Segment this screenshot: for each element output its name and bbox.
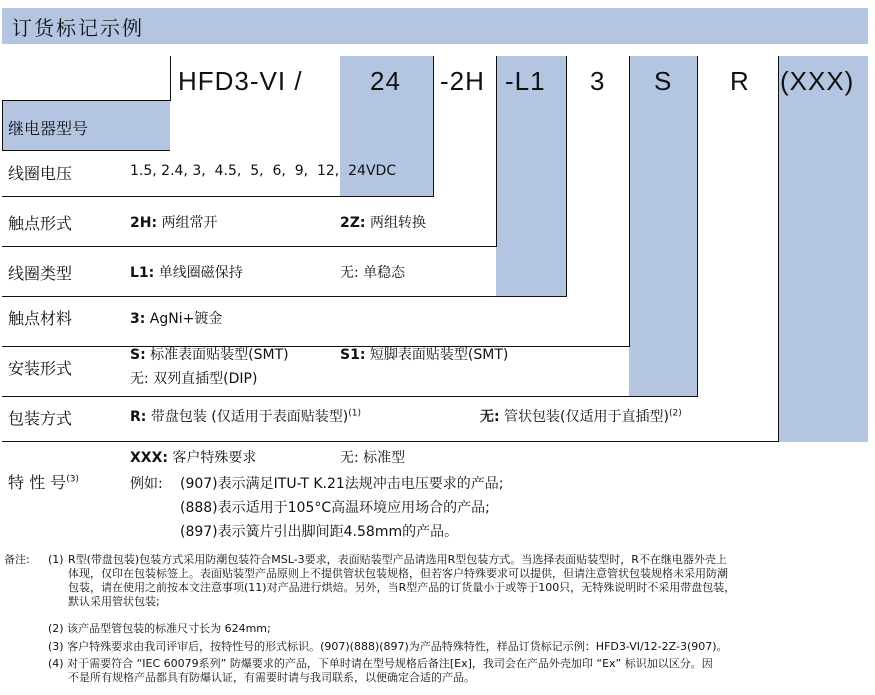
divider <box>778 56 779 442</box>
code-contact: -2H <box>440 66 485 96</box>
feature-option-none: 无: 标准型 <box>340 450 406 466</box>
note-1-line-1: R型(带盘包装)包装方式采用防潮包装符合MSL-3要求，表面贴装型产品请选用R型包装方式。当选择表面贴装型时，R不在继电器外壳上 <box>68 553 727 566</box>
example-prefix: 例如: <box>130 476 163 492</box>
feature-option-xxx <box>130 447 256 467</box>
pack-option-none <box>480 406 682 426</box>
pack-b-sup: (2) <box>668 408 682 419</box>
mount-a-code: S: <box>130 347 146 363</box>
band-feature <box>778 56 868 442</box>
mount-option-none: 无: 双列直插型(DIP) <box>130 371 258 387</box>
divider <box>697 56 698 396</box>
divider <box>2 100 171 101</box>
coil-a-text: 单线圈磁保持 <box>154 265 243 281</box>
contact-a-code: 2H: <box>130 215 158 231</box>
mount-a-text: 标准表面贴装型(SMT) <box>145 347 289 363</box>
note-1-line-3: 包装，请在使用之前按本文注意事项(11)对产品进行烘焙。另外，当R型产品的订货量小于或等于100只，无特殊说明时不采用带盘包装， <box>68 581 736 594</box>
pack-b-text: 管状包装(仅适用于直插型) <box>499 409 669 425</box>
feature-label <box>8 470 79 493</box>
contact-option-2h <box>130 212 218 232</box>
code-material: 3 <box>590 66 606 96</box>
code-model: HFD3-VI / <box>178 66 303 96</box>
code-coil: -L1 <box>505 66 546 96</box>
pack-a-text: 带盘包装 (仅适用于表面贴装型) <box>146 409 349 425</box>
code-pack: R <box>730 66 750 96</box>
code-mount: S <box>654 66 673 96</box>
example-line-3: (897)表示簧片引出脚间距4.58mm的产品。 <box>180 524 459 540</box>
divider <box>2 246 497 247</box>
divider <box>170 56 171 101</box>
divider <box>496 56 497 246</box>
note-3: (3) 客户特殊要求由我司评审后，按特性号的形式标识。(907)(888)(897)为产品特殊特性，样品订货标记示例：HFD3-VI/12-2Z-3(907)。 <box>48 640 728 653</box>
divider <box>2 296 567 297</box>
pack-a-code: R: <box>130 409 147 425</box>
mount-label: 安装形式 <box>8 359 73 378</box>
pack-b-code: 无: <box>480 409 500 425</box>
divider <box>566 56 567 296</box>
note-1-line-2: 体现，仅印在包装标签上。表面贴装型产品原则上不提供管状包装规格，但若客户特殊要求可以提供，但请注意管状包装规格未采用防潮 <box>68 567 728 580</box>
coil-option-none: 无: 单稳态 <box>340 265 406 281</box>
divider <box>433 56 434 196</box>
mount-b-text: 短脚表面贴装型(SMT) <box>365 347 509 363</box>
material-text: AgNi+镀金 <box>145 311 223 327</box>
coil-label: 线圈类型 <box>8 264 73 283</box>
feature-a-text: 客户特殊要求 <box>167 450 257 466</box>
code-feature: (XXX) <box>780 66 855 96</box>
divider <box>2 346 630 347</box>
code-voltage: 24 <box>370 66 401 96</box>
divider <box>2 396 698 397</box>
contact-b-text: 两组转换 <box>365 215 426 231</box>
mount-b-code: S1: <box>340 347 366 363</box>
mount-option-s <box>130 344 289 364</box>
note-4-line-2: 不是所有规格产品都具有防爆认证，有需要时请与我司联系，以便确定合适的产品。 <box>68 671 475 684</box>
page-title: 订货标记示例 <box>12 16 144 40</box>
note-1-num: (1) <box>48 553 64 566</box>
material-code: 3: <box>130 311 146 327</box>
model-label: 继电器型号 <box>8 119 89 138</box>
pack-label: 包装方式 <box>8 409 73 428</box>
feature-label-text: 特 性 号 <box>8 473 67 492</box>
example-line-1: (907)表示满足ITU-T K.21法规冲击电压要求的产品; <box>180 476 504 492</box>
divider <box>2 196 434 197</box>
notes-prefix: 备注: <box>4 553 30 566</box>
contact-a-text: 两组常开 <box>157 215 218 231</box>
pack-a-sup: (1) <box>348 408 361 419</box>
feature-a-code: XXX: <box>130 450 168 466</box>
note-1-line-4: 默认采用管状包装; <box>68 595 160 608</box>
contact-label: 触点形式 <box>8 214 73 233</box>
note-2: (2) 该产品型管包装的标准尺寸长为 624mm; <box>48 622 271 635</box>
material-label: 触点材料 <box>8 309 73 328</box>
voltage-label: 线圈电压 <box>8 164 73 183</box>
coil-a-code: L1: <box>130 265 155 281</box>
voltage-values: 1.5, 2.4, 3, 4.5, 5, 6, 9, 12, 24VDC <box>130 163 397 179</box>
contact-b-code: 2Z: <box>340 215 366 231</box>
material-option <box>130 308 222 328</box>
coil-option-l1 <box>130 262 243 282</box>
divider <box>2 150 170 151</box>
contact-option-2z <box>340 212 426 232</box>
pack-option-r <box>130 406 361 426</box>
divider <box>629 56 630 346</box>
band-mount <box>629 56 697 396</box>
feature-sup: (3) <box>66 474 79 485</box>
divider <box>2 100 3 150</box>
divider <box>2 441 779 442</box>
note-4-line-1: (4) 对于需要符合 “IEC 60079系列” 防爆要求的产品，下单时请在型号规格后备注[Ex]，我司会在产品外壳加印 “Ex” 标识加以区分。因 <box>48 657 713 670</box>
example-line-2: (888)表示适用于105°C高温环境应用场合的产品; <box>180 500 490 516</box>
mount-option-s1 <box>340 344 508 364</box>
